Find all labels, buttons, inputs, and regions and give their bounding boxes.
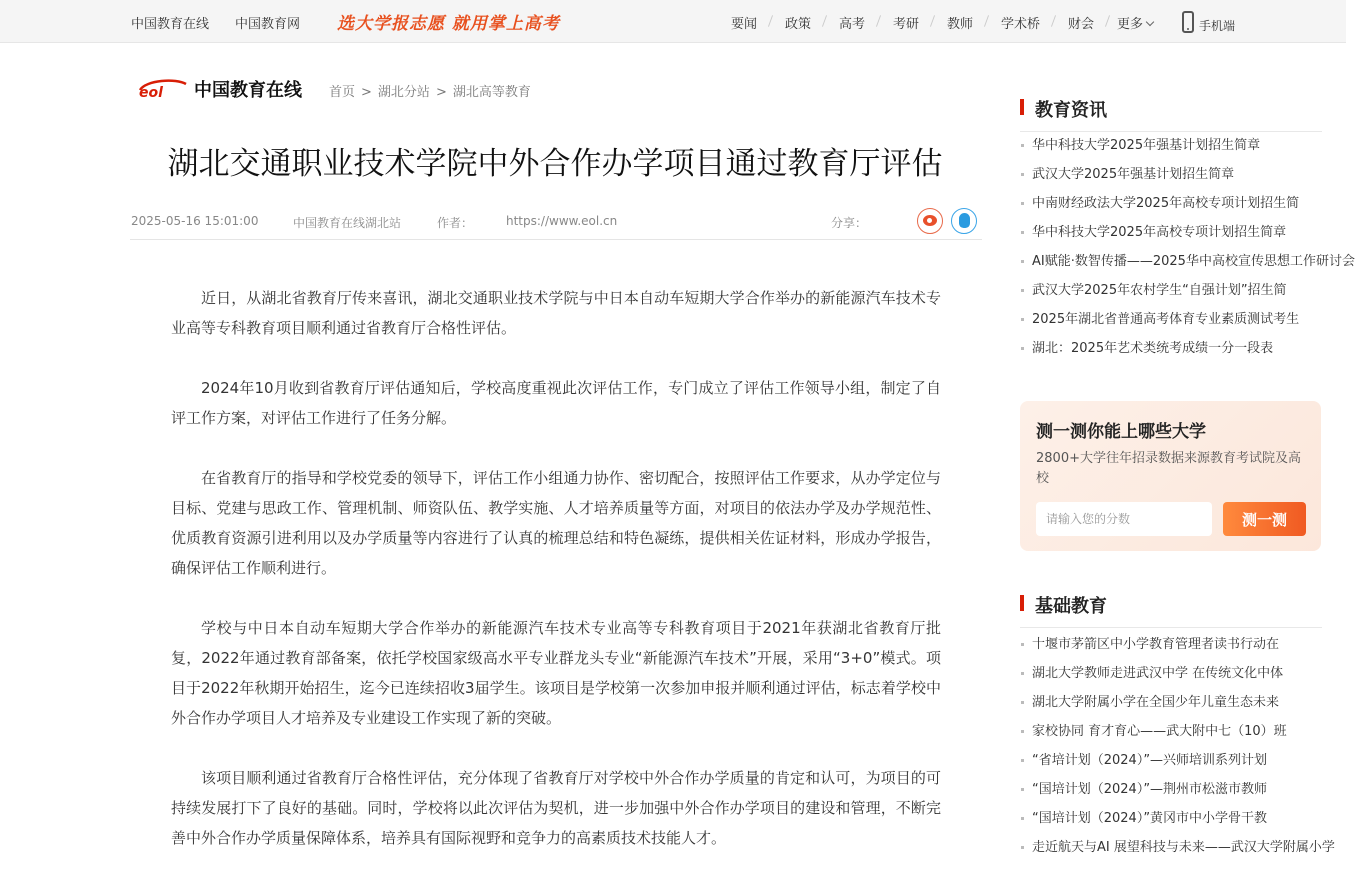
- section-title-basic-edu: 基础教育: [1035, 596, 1107, 617]
- section-title-news: 教育资讯: [1035, 100, 1107, 121]
- breadcrumb: [329, 81, 531, 100]
- list-item[interactable]: AI赋能·数智传播——2025华中高校宣传思想工作研讨会: [1020, 247, 1322, 276]
- nav-divider: [930, 15, 935, 27]
- list-item[interactable]: 中南财经政法大学2025年高校专项计划招生简: [1020, 189, 1322, 218]
- article-paragraph: 2024年10月收到省教育厅评估通知后，学校高度重视此次评估工作，专门成立了评估工作领导小组，制定了自评工作方案，对评估工作进行了任务分解。: [171, 379, 941, 427]
- test-button[interactable]: 测一测: [1223, 502, 1306, 536]
- list-item[interactable]: “省培计划（2024）”—兴师培训系列计划: [1020, 746, 1322, 775]
- share-qq-button[interactable]: [951, 208, 977, 234]
- article-url: https://www.eol.cn: [506, 214, 618, 228]
- breadcrumb-separator: >: [361, 85, 372, 100]
- qq-penguin-icon: [959, 213, 970, 228]
- list-item[interactable]: 湖北：2025年艺术类统考成绩一分一段表: [1020, 334, 1322, 363]
- list-item[interactable]: 华中科技大学2025年高校专项计划招生简章: [1020, 218, 1322, 247]
- top-link-edu-cn[interactable]: 中国教育网: [235, 17, 301, 32]
- nav-more-label: 更多: [1117, 17, 1144, 32]
- gaokao-slogan-banner[interactable]: 选大学报志愿 就用掌上高考: [337, 14, 560, 34]
- article-source: 中国教育在线湖北站: [293, 216, 402, 230]
- top-bar: [0, 0, 1346, 43]
- section-marker: [1020, 595, 1024, 611]
- quiz-title: 测一测你能上哪些大学: [1036, 422, 1206, 442]
- list-item[interactable]: 武汉大学2025年农村学生“自强计划”招生简: [1020, 276, 1322, 305]
- article-paragraph: 近日，从湖北省教育厅传来喜讯，湖北交通职业技术学院与中日本自动车短期大学合作举办的新能源汽车技术专业高等专科教育项目顺利通过省教育厅合格性评估。: [171, 289, 941, 337]
- top-link-eol[interactable]: 中国教育在线: [131, 17, 210, 32]
- weibo-icon: [923, 215, 937, 226]
- chevron-down-icon: [1146, 18, 1154, 26]
- eol-logo-icon: [136, 76, 190, 100]
- list-item[interactable]: “国培计划（2024）”黄冈市中小学骨干教: [1020, 804, 1322, 833]
- article-author-label: 作者：: [437, 216, 474, 230]
- nav-more-dropdown[interactable]: [1117, 13, 1153, 32]
- mobile-phone-icon[interactable]: [1182, 11, 1194, 33]
- nav-item-gaokao[interactable]: 高考: [839, 17, 866, 32]
- article-paragraph: 该项目顺利通过省教育厅合格性评估，充分体现了省教育厅对学校中外合作办学质量的肯定和认可，为项目的可持续发展打下了良好的基础。同时，学校将以此次评估为契机，进一步加强中外合作办学项目的建设和管理，不断完善中外合作办学质量保障体系，培养具有国际视野和竞争力的高素质技术技能人才。: [171, 769, 941, 847]
- list-item[interactable]: 家校协同 育才育心——武大附中七（10）班: [1020, 717, 1322, 746]
- mobile-version-link[interactable]: 手机端: [1199, 19, 1236, 33]
- breadcrumb-hubei[interactable]: 湖北分站: [377, 85, 430, 100]
- list-item[interactable]: 走近航天与AI 展望科技与未来——武汉大学附属小学: [1020, 833, 1322, 862]
- breadcrumb-separator: >: [435, 85, 447, 100]
- nav-item-teacher[interactable]: 教师: [947, 17, 974, 32]
- nav-divider: [1105, 15, 1110, 27]
- article-paragraph: 在省教育厅的指导和学校党委的领导下，评估工作小组通力协作、密切配合，按照评估工作要求，从办学定位与目标、党建与思政工作、管理机制、师资队伍、教学实施、人才培养质量等方面，对项目的依法办学及办学规范性、优质教育资源引进利用以及办学质量等内容进行了认真的梳理总结和特色凝练，提供相关佐证材料，形成办学报告，确保评估工作顺利进行。: [171, 469, 941, 577]
- share-weibo-button[interactable]: [917, 208, 943, 234]
- meta-divider: [130, 239, 982, 240]
- score-test-widget: [1020, 401, 1321, 551]
- news-list: [1020, 131, 1355, 363]
- nav-item-policy[interactable]: 政策: [785, 17, 812, 32]
- breadcrumb-higher-edu[interactable]: 湖北高等教育: [452, 85, 531, 100]
- list-item[interactable]: “国培计划（2024）”—荆州市松滋市教师: [1020, 775, 1322, 804]
- article-title: 湖北交通职业技术学院中外合作办学项目通过教育厅评估: [167, 146, 943, 182]
- quiz-description: 2800+大学往年招录数据来源教育考试院及高校: [1036, 451, 1301, 486]
- list-item[interactable]: 武汉大学2025年强基计划招生简章: [1020, 160, 1322, 189]
- section-marker: [1020, 99, 1024, 115]
- list-item[interactable]: 华中科技大学2025年强基计划招生简章: [1020, 131, 1322, 160]
- breadcrumb-home[interactable]: 首页: [329, 85, 356, 100]
- list-item[interactable]: 2025年湖北省普通高考体育专业素质测试考生: [1020, 305, 1322, 334]
- basic-edu-list: [1020, 630, 1335, 862]
- section-header-news: [1020, 94, 1322, 132]
- list-item[interactable]: 湖北大学教师走进武汉中学 在传统文化中体: [1020, 659, 1322, 688]
- list-item[interactable]: 湖北大学附属小学在全国少年儿童生态未来: [1020, 688, 1322, 717]
- nav-divider: [876, 15, 881, 27]
- nav-item-kaoyan[interactable]: 考研: [893, 17, 920, 32]
- logo-text: 中国教育在线: [194, 80, 302, 101]
- nav-item-finance[interactable]: 财会: [1068, 17, 1095, 32]
- section-header-basic-edu: [1020, 590, 1322, 628]
- nav-divider: [822, 15, 827, 27]
- article-date: 2025-05-16 15:01:00: [131, 214, 259, 228]
- article-body: [171, 283, 941, 883]
- site-logo[interactable]: [136, 74, 311, 104]
- nav-divider: [1051, 15, 1056, 27]
- nav-item-academic[interactable]: 学术桥: [1001, 17, 1041, 32]
- list-item[interactable]: 十堰市茅箭区中小学教育管理者读书行动在: [1020, 630, 1322, 659]
- nav-divider: [768, 15, 773, 27]
- logo-mark-text: eol: [139, 85, 163, 101]
- nav-item-news[interactable]: 要闻: [731, 17, 758, 32]
- article-paragraph: 学校与中日本自动车短期大学合作举办的新能源汽车技术专业高等专科教育项目于2021年获湖北省教育厅批复，2022年通过教育部备案，依托学校国家级高水平专业群龙头专业“新能源汽车技术”开展，采用“3+0”模式。项目于2022年秋期开始招生，迄今已连续招收3届学生。该项目是学校第一次参加申报并顺利通过评估，标志着学校中外合作办学项目人才培养及专业建设工作实现了新的突破。: [171, 619, 941, 727]
- score-input[interactable]: [1036, 502, 1212, 536]
- share-label: 分享：: [831, 216, 868, 230]
- nav-divider: [984, 15, 989, 27]
